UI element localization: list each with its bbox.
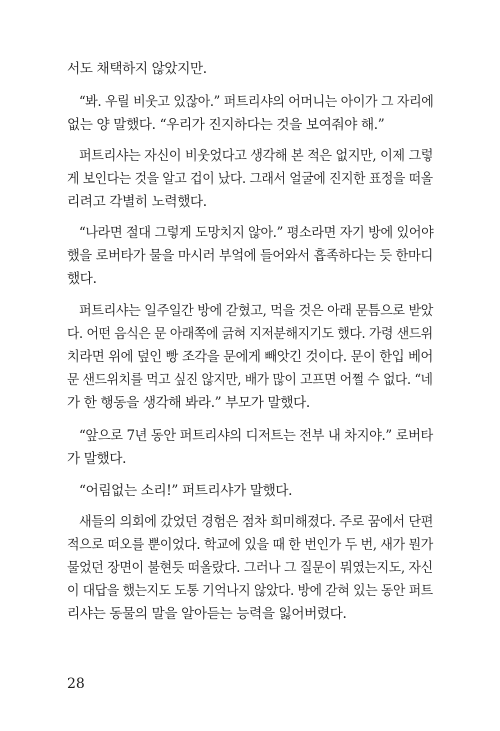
text-line: 다. 어떤 음식은 문 아래쪽에 긁혀 지저분해지기도 했다. 가령 샌드위 <box>67 326 433 342</box>
text-line: “봐. 우릴 비웃고 있잖아.” 퍼트리샤의 어머니는 아이가 그 자리에 <box>79 94 434 110</box>
text-line: 했다. <box>67 271 97 287</box>
text-line: “나라면 절대 그렇게 도망치지 않아.” 평소라면 자기 방에 있어야 <box>79 225 434 241</box>
text-line: 없는 양 말했다. “우리가 진지하다는 것을 보여줘야 해.” <box>67 117 385 133</box>
text-line: 이 대답을 했는지도 도통 기억나지 않았다. 방에 갇혀 있는 동안 퍼트 <box>67 583 433 599</box>
text-line: 서도 채택하지 않았지만. <box>67 61 207 77</box>
page-number: 28 <box>67 676 85 692</box>
text-line: 문 샌드위치를 먹고 싶진 않지만, 배가 많이 고프면 어쩔 수 없다. “네 <box>67 372 433 388</box>
text-line: 물었던 장면이 불현듯 떠올랐다. 그러나 그 질문이 뭐였는지도, 자신 <box>67 560 433 576</box>
text-line: 퍼트리샤는 자신이 비웃었다고 생각해 본 적은 없지만, 이제 그렇 <box>79 148 434 164</box>
text-line: 새들의 의회에 갔었던 경험은 점차 희미해졌다. 주로 꿈에서 단편 <box>79 514 434 530</box>
text-line: 리려고 각별히 노력했다. <box>67 194 207 210</box>
text-line: 리샤는 동물의 말을 알아듣는 능력을 잃어버렸다. <box>67 606 347 622</box>
text-line: 가 한 행동을 생각해 봐라.” 부모가 말했다. <box>67 395 310 411</box>
text-line: 치라면 위에 덮인 빵 조각을 문에게 빼앗긴 것이다. 문이 한입 베어 <box>67 349 434 365</box>
text-line: 적으로 떠오를 뿐이었다. 학교에 있을 때 한 번인가 두 번, 새가 뭔가 <box>67 537 433 553</box>
text-line: 가 말했다. <box>67 451 127 467</box>
text-line: 퍼트리샤는 일주일간 방에 갇혔고, 먹을 것은 아래 문틈으로 받았 <box>79 303 434 319</box>
text-line: 했을 로버타가 물을 마시러 부엌에 들어와서 흡족하다는 듯 한마디 <box>67 248 433 264</box>
text-line: 게 보인다는 것을 알고 겁이 났다. 그래서 얼굴에 진지한 표정을 떠올 <box>67 171 433 187</box>
text-line: “앞으로 7년 동안 퍼트리샤의 디저트는 전부 내 차지야.” 로버타 <box>79 428 433 444</box>
text-line: “어림없는 소리!” 퍼트리샤가 말했다. <box>79 483 293 499</box>
